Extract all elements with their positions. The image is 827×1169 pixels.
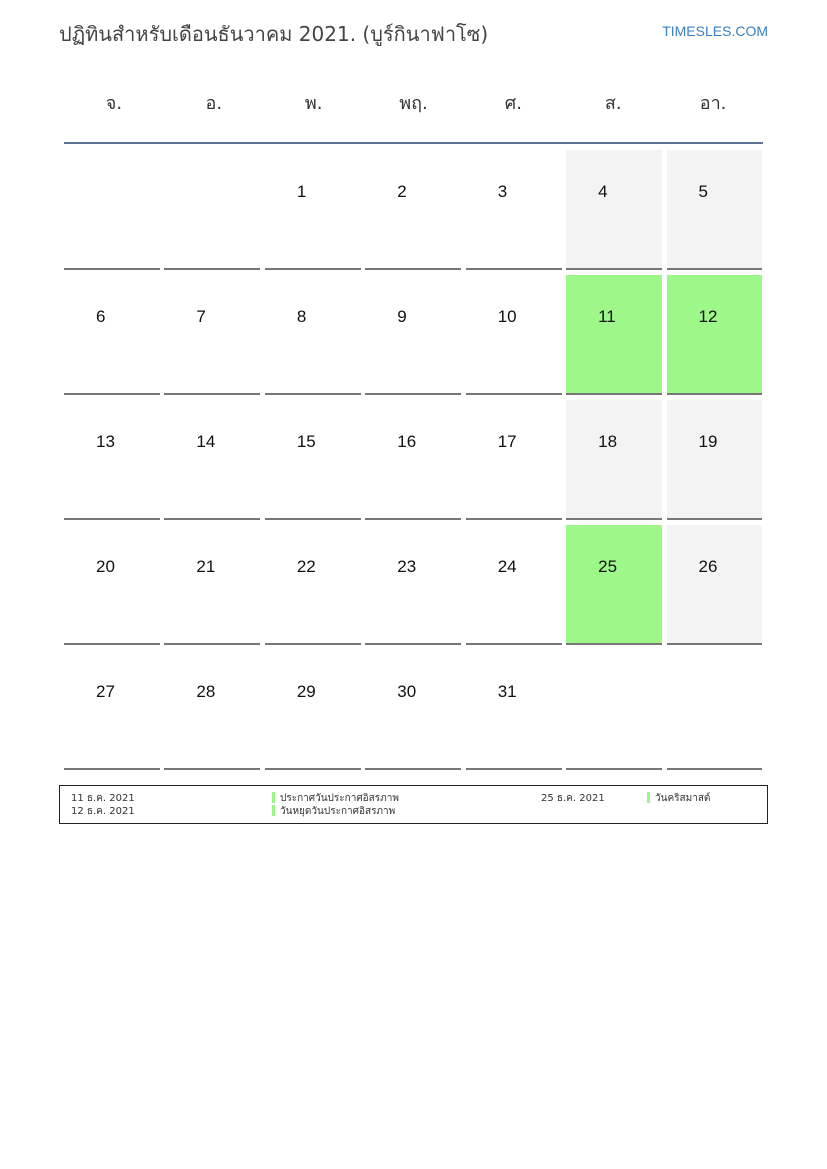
day-cell — [365, 275, 461, 395]
day-number: 12 — [698, 307, 718, 326]
day-cell — [365, 650, 461, 770]
day-cell — [164, 650, 260, 770]
day-number: 28 — [196, 682, 216, 701]
day-cell — [164, 150, 260, 270]
day-number: 5 — [698, 182, 708, 201]
day-number: 27 — [96, 682, 115, 701]
legend-date: 12 ธ.ค. 2021 — [71, 806, 135, 817]
legend-holiday-name: วันคริสมาสต์ — [655, 793, 711, 804]
weekday-thu: พฤ. — [399, 93, 428, 114]
calendar-grid — [64, 150, 767, 775]
weekday-header — [64, 84, 763, 144]
day-number: 17 — [497, 432, 517, 451]
day-cell — [265, 525, 361, 645]
legend-date: 25 ธ.ค. 2021 — [541, 793, 605, 804]
day-cell — [164, 400, 260, 520]
holiday-color-swatch — [272, 792, 275, 803]
day-cell — [466, 650, 562, 770]
week-row — [64, 150, 767, 275]
legend-holiday-name: วันหยุดวันประกาศอิสรภาพ — [280, 806, 396, 817]
holiday-color-swatch — [647, 792, 650, 803]
day-number: 23 — [397, 557, 417, 576]
day-number: 26 — [698, 557, 718, 576]
day-cell — [164, 525, 260, 645]
day-cell — [466, 150, 562, 270]
weekday-wed: พ. — [304, 93, 323, 114]
day-cell-weekend — [566, 150, 662, 270]
day-number: 15 — [296, 432, 316, 451]
holiday-color-swatch — [272, 805, 275, 816]
week-row — [64, 525, 767, 650]
day-cell — [64, 650, 160, 770]
day-number: 25 — [598, 557, 618, 576]
day-cell — [64, 400, 160, 520]
day-cell — [466, 275, 562, 395]
holiday-legend — [59, 785, 768, 824]
legend-entry — [272, 804, 395, 819]
day-cell-weekend — [667, 400, 763, 520]
day-cell — [265, 150, 361, 270]
day-number: 8 — [296, 307, 307, 326]
day-cell — [466, 400, 562, 520]
weekday-mon: จ. — [105, 93, 123, 114]
day-cell — [365, 150, 461, 270]
day-number: 2 — [397, 182, 407, 201]
day-cell — [64, 275, 160, 395]
day-number: 20 — [96, 557, 115, 576]
day-cell-weekend — [667, 525, 763, 645]
day-number: 18 — [598, 432, 618, 451]
day-number: 31 — [497, 682, 517, 701]
day-number: 6 — [96, 307, 106, 326]
day-cell — [265, 650, 361, 770]
day-cell-holiday — [566, 525, 662, 645]
day-number: 24 — [497, 557, 517, 576]
day-number: 16 — [397, 432, 417, 451]
day-number: 7 — [196, 307, 206, 326]
day-number: 9 — [397, 307, 407, 326]
day-number: 11 — [598, 307, 616, 326]
day-number: 29 — [296, 682, 316, 701]
weekday-tue: อ. — [205, 93, 223, 114]
site-link[interactable]: TIMESLES.COM — [662, 23, 768, 39]
day-number: 3 — [497, 182, 508, 201]
day-cell — [667, 650, 763, 770]
legend-entry — [647, 791, 710, 806]
day-number: 1 — [296, 182, 307, 201]
day-cell-weekend — [667, 150, 763, 270]
day-cell — [64, 150, 160, 270]
day-number: 22 — [296, 557, 316, 576]
day-cell — [365, 400, 461, 520]
day-cell — [566, 650, 662, 770]
day-cell-weekend — [566, 400, 662, 520]
legend-date: 11 ธ.ค. 2021 — [71, 793, 135, 804]
day-number: 14 — [196, 432, 216, 451]
day-cell — [365, 525, 461, 645]
day-number: 30 — [397, 682, 417, 701]
day-cell — [265, 275, 361, 395]
weekday-sat: ส. — [604, 93, 622, 114]
day-number: 4 — [598, 182, 608, 201]
legend-holiday-name: ประกาศวันประกาศอิสรภาพ — [280, 793, 399, 804]
day-cell — [164, 275, 260, 395]
week-row — [64, 400, 767, 525]
day-cell — [466, 525, 562, 645]
week-row — [64, 275, 767, 400]
day-number: 19 — [698, 432, 718, 451]
day-number: 10 — [497, 307, 517, 326]
day-cell-holiday — [667, 275, 763, 395]
day-cell-holiday — [566, 275, 662, 395]
day-number: 21 — [196, 557, 216, 576]
day-cell — [265, 400, 361, 520]
week-row — [64, 650, 767, 775]
weekday-sun: อา. — [699, 93, 727, 114]
day-number: 13 — [96, 432, 115, 451]
weekday-fri: ศ. — [504, 93, 522, 114]
day-cell — [64, 525, 160, 645]
page-title: ปฏิทินสำหรับเดือนธันวาคม 2021. (บูร์กินาฟาโซ) — [59, 22, 489, 46]
